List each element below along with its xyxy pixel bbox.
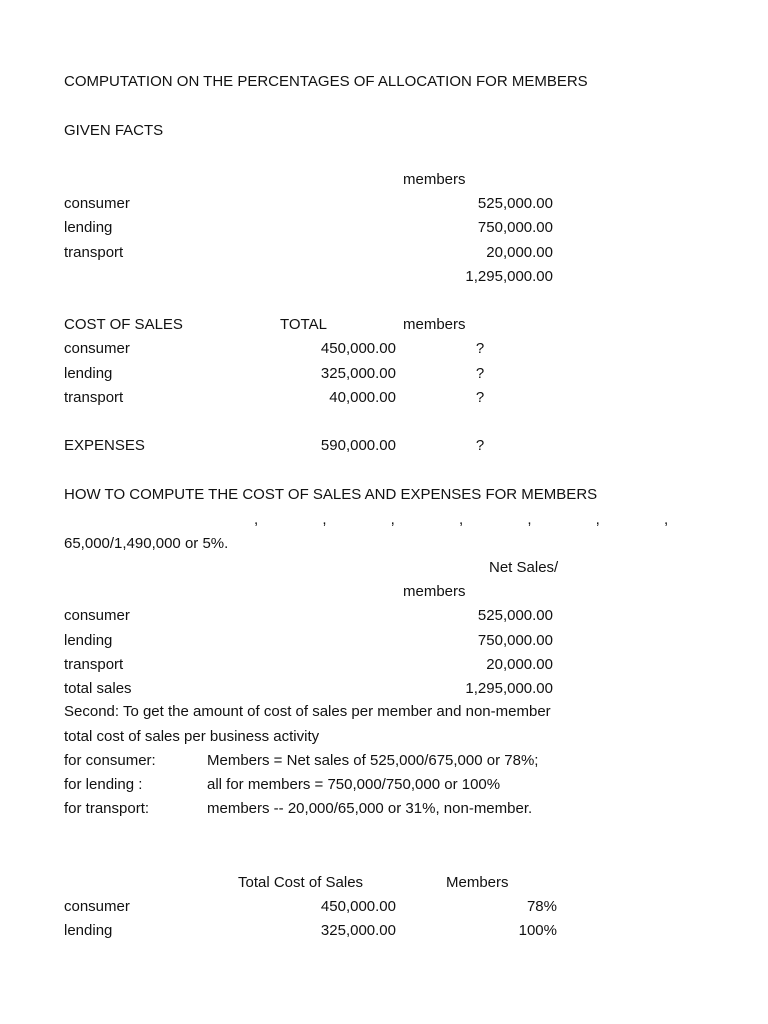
percent-line: 65,000/1,490,000 or 5%. [64,535,229,552]
allocation-text: Members = Net sales of 525,000/675,000 or 78%; [207,752,539,769]
cos-row-total: 40,000.00 [329,389,396,406]
members-header: members [403,171,466,188]
cos-row-members: ? [475,340,485,357]
net-sales-header: Net Sales/ [489,559,559,576]
sales-row-value: 20,000.00 [486,244,553,261]
sales-row-label: transport [64,244,124,261]
cos-row-total: 325,000.00 [320,365,396,382]
cost-of-sales-label: COST OF SALES [64,316,183,333]
expenses-label: EXPENSES [64,437,145,454]
cut-text: Second: To get the amount of cost of sales per member and non-member [64,703,551,720]
given-facts-label: GIVEN FACTS [64,122,164,139]
tcs-row-label: lending [64,922,113,939]
allocation-text: all for members = 750,000/750,000 or 100% [207,776,501,793]
cut-text-line [64,703,560,721]
sales-row-label: lending [64,219,113,236]
expenses-members: ? [475,437,485,454]
net-row-label: transport [64,656,124,673]
allocation-cell [207,752,560,770]
cos-row-label: consumer [64,340,130,357]
allocation-cell [207,800,560,818]
heading-cell [64,73,588,91]
net-row-label: total sales [64,680,132,697]
allocation-label: for lending : [64,776,143,793]
sales-row-value: 750,000.00 [477,219,553,236]
cut-text: , , , , , , , [254,511,699,528]
cut-text-line [64,511,699,529]
net-row-label: consumer [64,607,130,624]
allocation-label: for consumer: [64,752,156,769]
expenses-total: 590,000.00 [320,437,396,454]
how-to-cell [64,486,598,504]
net-sales-cell [489,559,560,577]
cos-row-members: ? [475,389,485,406]
cos-row-label: transport [64,389,124,406]
net-members-header: members [403,583,466,600]
cos-row-members: ? [475,365,485,382]
net-row-value: 525,000.00 [477,607,553,624]
net-row-label: lending [64,632,113,649]
allocation-text: members -- 20,000/65,000 or 31%, non-member. [207,800,533,817]
cos-row-label: lending [64,365,113,382]
tcs-header: Total Cost of Sales [238,874,364,891]
tcs-row-label: consumer [64,898,130,915]
tcs-row-members: 100% [518,922,557,939]
tcs-row-members: 78% [526,898,557,915]
net-row-value: 750,000.00 [477,632,553,649]
allocation-cell [207,776,560,794]
cos-members-header: members [403,316,466,333]
net-row-value: 20,000.00 [486,656,553,673]
sales-total: 1,295,000.00 [465,268,553,285]
sales-row-value: 525,000.00 [477,195,553,212]
tcs-members-header: Members [446,874,509,891]
sales-row-label: consumer [64,195,130,212]
total-cost-line: total cost of sales per business activity [64,728,320,745]
tcs-row-total: 450,000.00 [320,898,396,915]
total-header: TOTAL [280,316,327,333]
tcs-row-total: 325,000.00 [320,922,396,939]
allocation-label: for transport: [64,800,150,817]
how-to-heading: HOW TO COMPUTE THE COST OF SALES AND EXPENSES FOR MEMBERS [64,486,598,503]
net-row-value: 1,295,000.00 [465,680,553,697]
page-heading: COMPUTATION ON THE PERCENTAGES OF ALLOCATION FOR MEMBERS [64,73,588,90]
cos-row-total: 450,000.00 [320,340,396,357]
